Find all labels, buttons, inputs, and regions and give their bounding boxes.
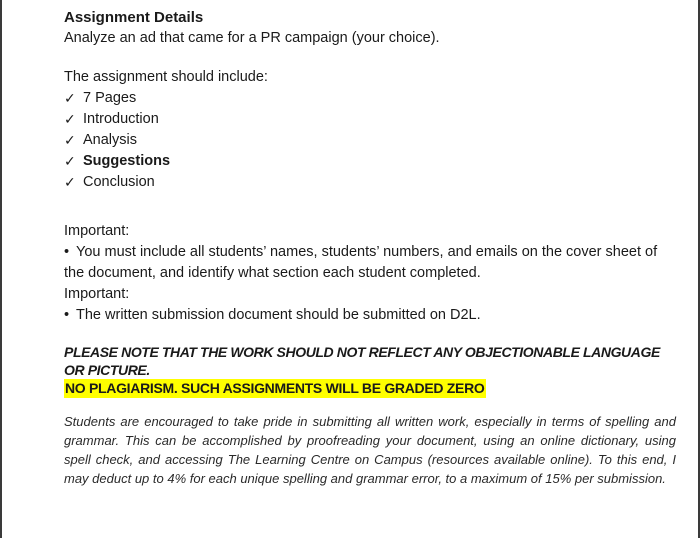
assignment-document [64, 8, 676, 488]
bullet-icon: • [64, 244, 70, 260]
checklist-item-label: 7 Pages [83, 90, 137, 106]
checklist-item-label: Introduction [83, 111, 159, 127]
check-icon: ✓ [64, 111, 76, 127]
checklist-item [64, 151, 676, 172]
important-note [64, 242, 676, 284]
checklist-item [64, 172, 676, 193]
important-note-text: The written submission document should be submitted on D2L. [76, 307, 481, 323]
bullet-icon: • [64, 307, 70, 323]
include-label: The assignment should include: [64, 69, 268, 85]
important-label: Important: [64, 286, 130, 302]
checklist-item-label: Analysis [83, 132, 137, 148]
checklist-item [64, 109, 676, 130]
checklist-item [64, 130, 676, 151]
check-icon: ✓ [64, 174, 76, 190]
assignment-heading: Assignment Details [64, 9, 204, 26]
check-icon: ✓ [64, 153, 76, 169]
checklist-item-label: Suggestions [83, 153, 171, 169]
important-label: Important: [64, 223, 130, 239]
assignment-intro: Analyze an ad that came for a PR campaign (your choice). [64, 30, 440, 46]
checklist-item-label: Conclusion [83, 174, 155, 190]
check-icon: ✓ [64, 132, 76, 148]
check-icon: ✓ [64, 90, 76, 106]
important-note [64, 305, 676, 326]
checklist-item [64, 88, 676, 109]
spelling-grammar-note: Students are encouraged to take pride in submitting all written work, especially in terms of spelling and grammar. This can be accomplished by proofreading your document, using an online dictionary, using spell check, and accessing The Learning Centre on Campus (resources available online). To this end, I may deduct up to 4% for each unique spelling and grammar error, to a maximum of 15% per submission. [64, 414, 676, 486]
objectionable-notice: PLEASE NOTE THAT THE WORK SHOULD NOT REFLECT ANY OBJECTIONABLE LANGUAGE OR PICTURE. [64, 344, 660, 378]
important-note-text: You must include all students’ names, students’ numbers, and emails on the cover sheet of the document, and identify what section each student completed. [64, 244, 658, 281]
requirements-checklist [64, 88, 676, 193]
plagiarism-warning: NO PLAGIARISM. SUCH ASSIGNMENTS WILL BE GRADED ZERO [65, 380, 485, 396]
